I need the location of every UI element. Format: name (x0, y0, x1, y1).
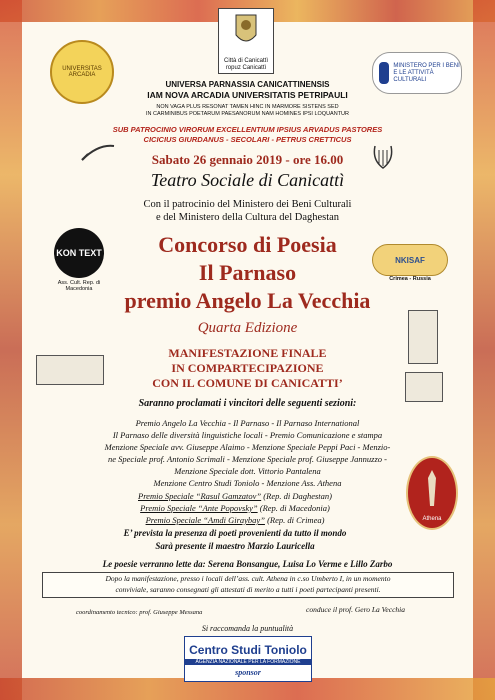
final-line2: IN COMPARTECIPAZIONE (171, 361, 324, 375)
special-prize-row (70, 503, 400, 513)
readers-note: Le poesie verranno lette da: Serena Bonsangue, Luisa Lo Verme e Lillo Zarbo (102, 559, 393, 569)
sponsor-label: sponsor (235, 668, 261, 677)
after-line2: conviviale, saranno consegnati gli attestati di merito a tutti i poeti partecipanti presenti. (115, 585, 381, 594)
special-prize-title: Premio Speciale “Amdi Giraybay” (145, 515, 265, 525)
special-prize-origin: (Rep. di Daghestan) (261, 491, 332, 501)
special-prize-title: Premio Speciale “Ante Popovsky” (140, 503, 258, 513)
section-line: Il Parnaso delle diversità linguistiche locali - Premio Comunicazione e stampa (112, 430, 383, 440)
final-line3: CON IL COMUNE DI CANICATTI’ (152, 376, 343, 390)
ruins-sketch (36, 355, 104, 385)
nkisaf-caption: Crimea - Russia (389, 276, 431, 282)
arcadia-logo-label: UNIVERSITAS ARCADIA (62, 66, 102, 78)
crest-icon (219, 9, 273, 53)
coordination-credit: coordinamento tecnico: prof. Giuseppe Messana (76, 609, 203, 616)
after-event-box (42, 572, 454, 598)
sponsor-subtitle: AGENZIA NAZIONALE PER LA FORMAZIONE (185, 659, 311, 665)
event-venue: Teatro Sociale di Canicattì (150, 170, 345, 190)
athena-label: Athena (422, 516, 442, 522)
header-line2: IAM NOVA ARCADIA UNIVERSITATIS PETRIPAULI (147, 90, 348, 100)
contest-title: Concorso di Poesia (158, 232, 337, 257)
section-line: ne Speciale prof. Antonio Scrimali - Menzione Speciale prof. Giuseppe Jannuzzo - (108, 454, 387, 464)
section-line: Menzione Speciale avv. Giuseppe Alaimo - Menzione Speciale Peppi Paci - Menzio- (104, 442, 391, 452)
ministry-logo-label: MINISTERO PER I BENI E LE ATTIVITÀ CULTURALI (393, 62, 460, 83)
poets-note: E’ prevista la presenza di poeti provenienti da tutto il mondo (123, 528, 347, 538)
motto-line1: NON VAGA PLUS RESONAT TAMEN HINC IN MARMORE SISTENS SED (156, 104, 339, 110)
patronage-line1: SUB PATROCINIO VIRORUM EXCELLENTIUM IPSIUS ARVADUS PASTORES (112, 125, 383, 134)
athena-medallion (406, 456, 458, 530)
floral-border-left (0, 0, 22, 700)
section-line: Menzione Centro Studi Toniolo - Menzione Ass. Athena (153, 478, 342, 488)
punctuality-note: Si raccomanda la puntualità (201, 624, 294, 633)
nkisaf-badge-text: NKISAF (395, 255, 425, 265)
host-credit: conduce il prof. Gero La Vecchia (306, 605, 406, 614)
event-patronage1: Con il patrocinio del Ministero dei Beni Culturali (143, 199, 352, 210)
ministry-logo (372, 52, 462, 94)
final-line1: MANIFESTAZIONE FINALE (168, 346, 327, 360)
special-prize-origin: (Rep. di Macedonia) (257, 503, 330, 513)
arcadia-logo (50, 40, 114, 104)
special-prize-title: Premio Speciale “Rasul Gamzatov” (138, 491, 262, 501)
special-prize-row (70, 515, 400, 525)
canicatti-crest (218, 8, 274, 74)
patronage-line2: CICICIUS GIURDANUS - SECOLARI - PETRUS CRETTICUS (143, 135, 352, 144)
event-patronage2: e del Ministero della Cultura del Daghestan (155, 212, 340, 223)
athena-statue-icon (420, 468, 444, 508)
kontext-caption: Ass. Cult. Rep. di Macedonia (57, 280, 101, 292)
maestro-note: Sarà presente il maestro Marzio Lauricella (155, 541, 315, 551)
section-line: Menzione Speciale dott. Vittorio Pantalena (174, 466, 321, 476)
motto-line2: IN CARMINIBUS POETARUM PAESANORUM NAM HOMINES IPSI LOQUANTUR (145, 111, 349, 117)
edition: Quarta Edizione (197, 320, 298, 336)
after-line1: Dopo la manifestazione, presso i locali dell’ass. cult. Athena in c.so Umberto I, in un momento (105, 574, 391, 583)
floral-border-right (473, 0, 495, 700)
kontext-badge-text: KON TEXT (56, 248, 102, 258)
column-sketch (408, 310, 438, 364)
event-date: Sabato 26 gennaio 2019 - ore 16.00 (151, 152, 344, 167)
prize-name: premio Angelo La Vecchia (124, 288, 371, 313)
contest-subtitle: Il Parnaso (198, 260, 297, 285)
sections-intro: Saranno proclamati i vincitori delle seguenti sezioni: (138, 398, 357, 409)
sponsor-box (184, 636, 312, 682)
header-line1: UNIVERSA PARNASSIA CANICATTINENSIS (165, 80, 330, 89)
sponsor-name: Centro Studi Toniolo (189, 643, 307, 657)
section-line: Premio Angelo La Vecchia - Il Parnaso - Il Parnaso International (135, 418, 360, 428)
special-prize-origin: (Rep. di Crimea) (264, 515, 325, 525)
special-prize-row (70, 491, 400, 501)
crest-label: Città di Canicattì ropuz Canicattì (223, 58, 269, 71)
